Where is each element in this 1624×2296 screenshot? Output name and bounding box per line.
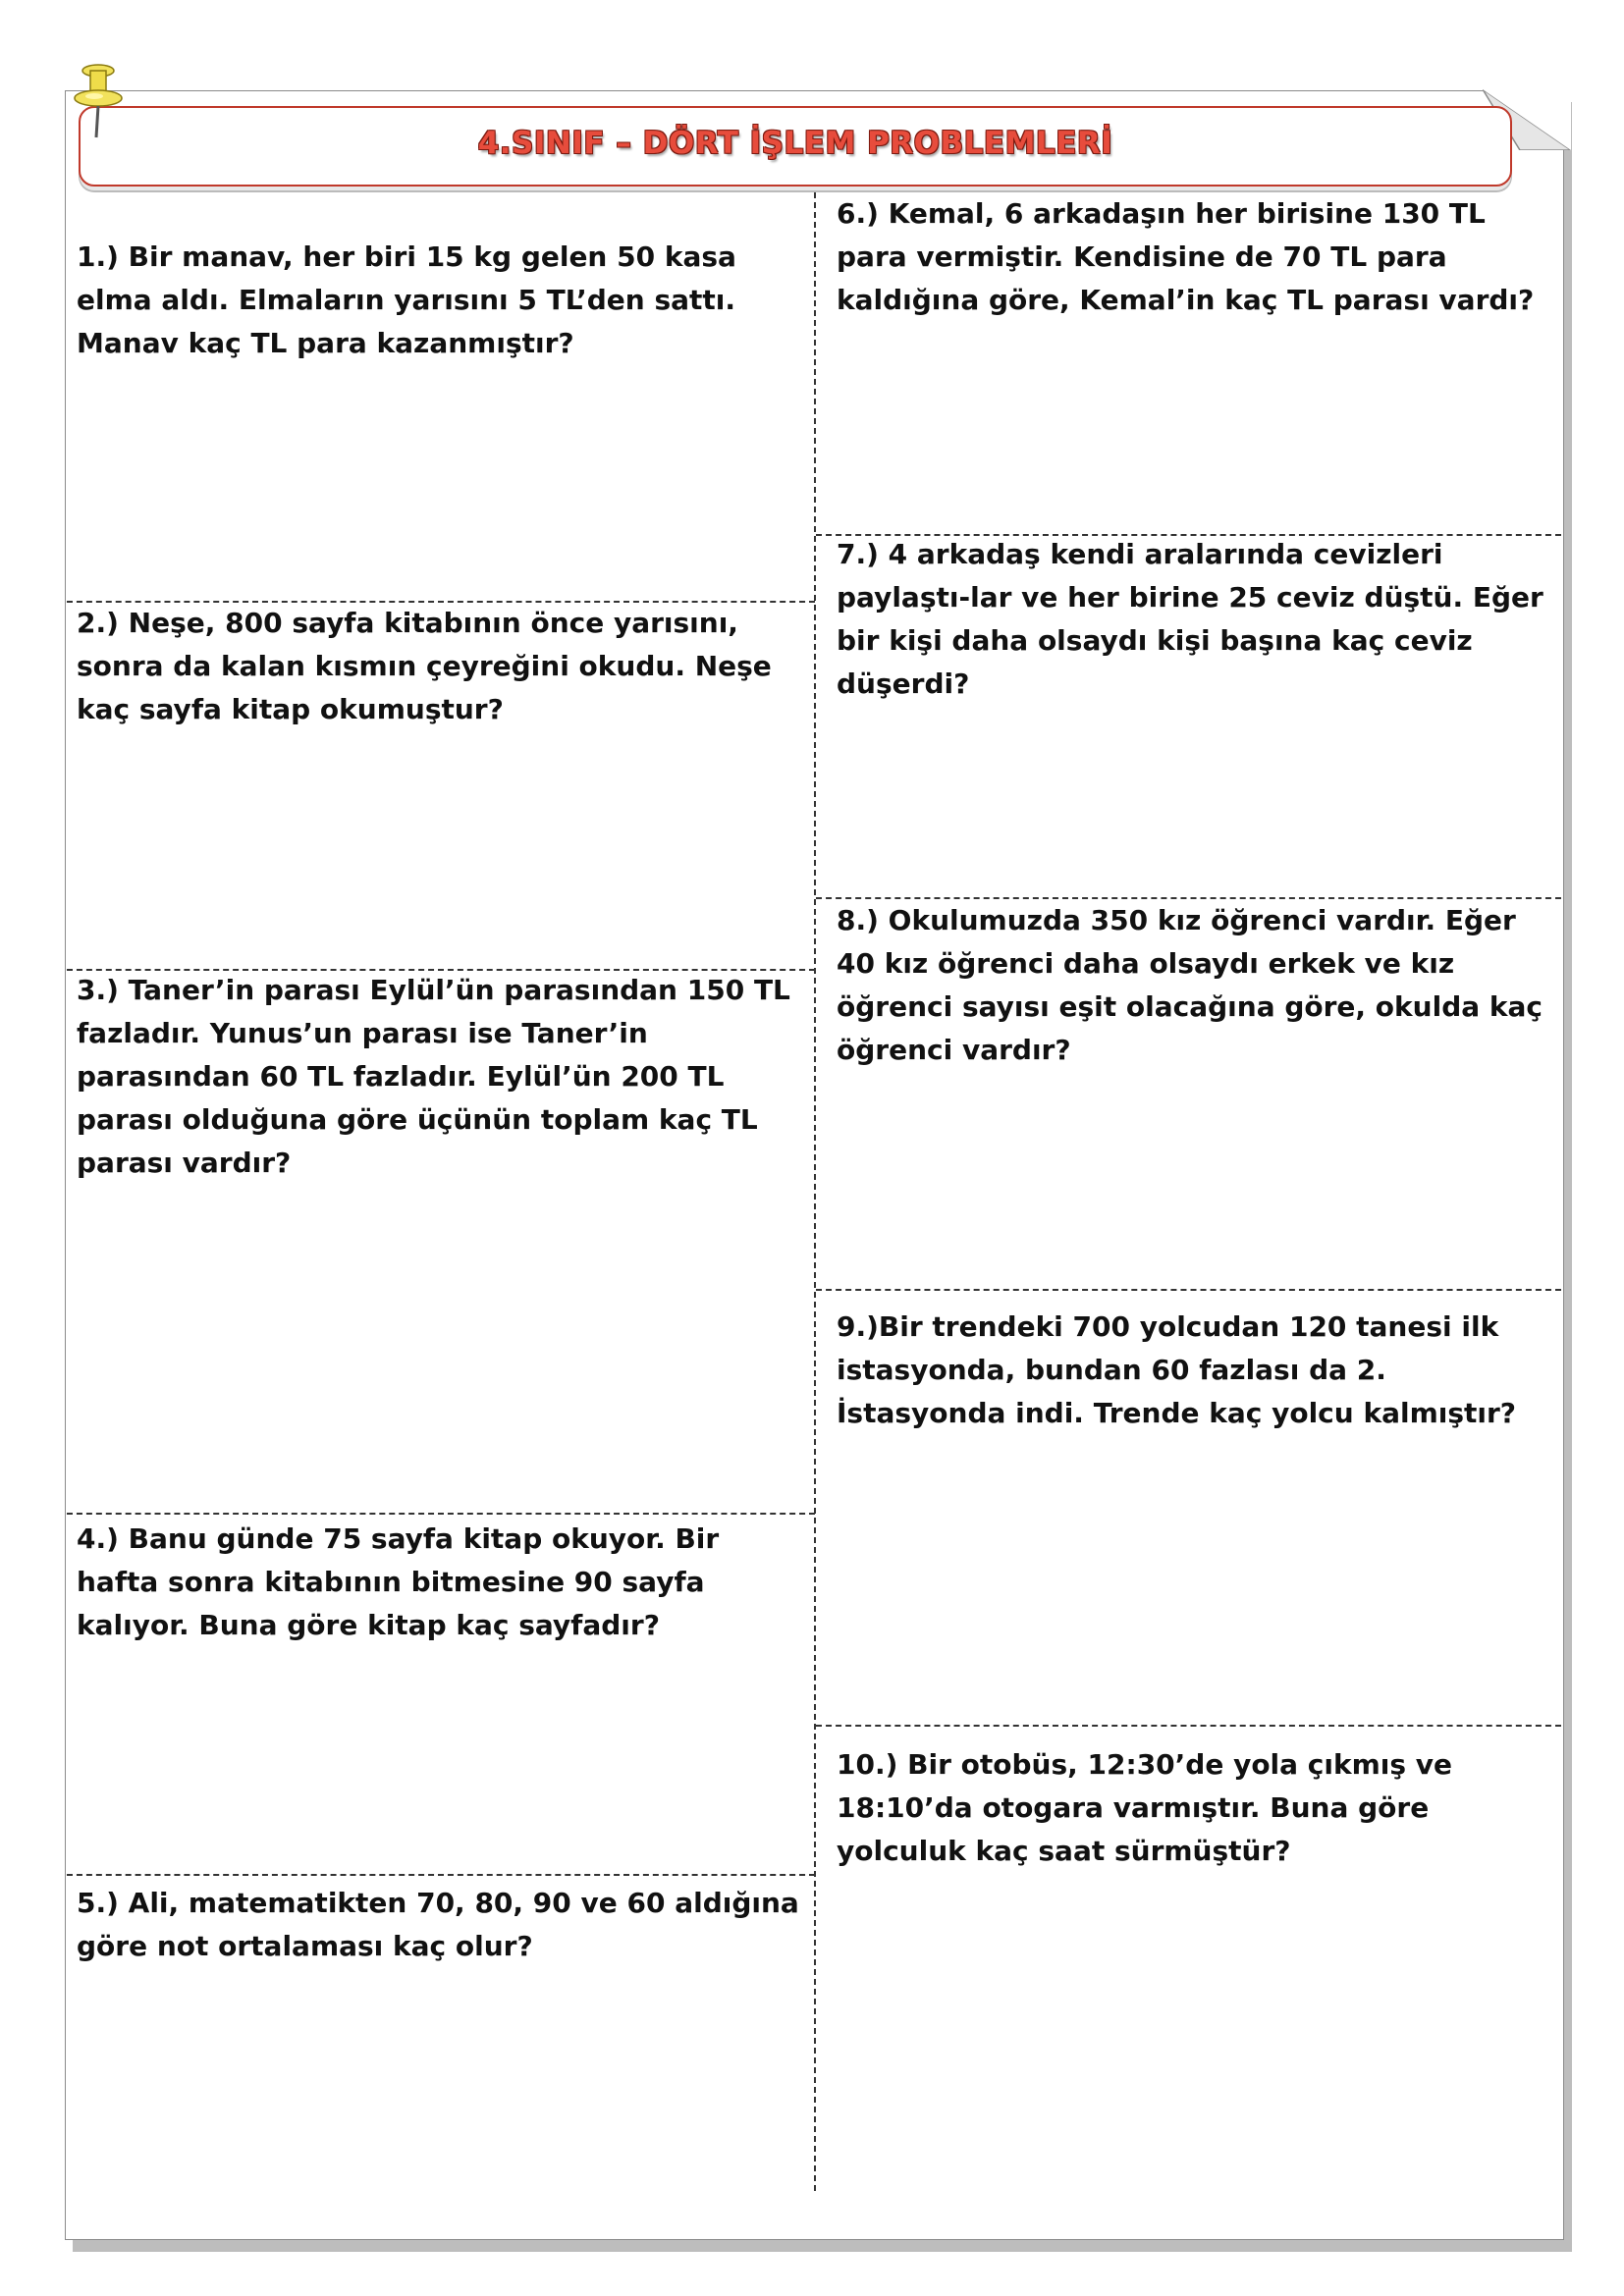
section-divider xyxy=(67,1874,815,1876)
section-divider xyxy=(816,1289,1561,1291)
question-7: 7.) 4 arkadaş kendi aralarında cevizleri paylaştı-lar ve her birine 25 ceviz düştü. Eğer bir kişi daha olsaydı kişi başına kaç ceviz düşerdi? xyxy=(837,538,1543,700)
column-divider xyxy=(814,192,816,2191)
question-3: 3.) Taner’in parası Eylül’ün parasından 150 TL fazladır. Yunus’un parası ise Taner’in parasından 60 TL fazladır. Eylül’ün 200 TL parası olduğuna göre üçünün toplam kaç TL parası vardır? xyxy=(77,974,790,1179)
question-10: 10.) Bir otobüs, 12:30’de yola çıkmış ve 18:10’da otogara varmıştır. Buna göre yolculuk kaç saat sürmüştür? xyxy=(837,1748,1453,1867)
push-pin-icon xyxy=(71,63,126,141)
question-2: 2.) Neşe, 800 sayfa kitabının önce yarısını, sonra da kalan kısmın çeyreğini okudu. Neşe kaç sayfa kitap okumuştur? xyxy=(77,607,772,725)
question-6: 6.) Kemal, 6 arkadaşın her birisine 130 TL para vermiştir. Kendisine de 70 TL para kaldığına göre, Kemal’in kaç TL parası vardı? xyxy=(837,197,1535,316)
question-4: 4.) Banu günde 75 sayfa kitap okuyor. Bir hafta sonra kitabının bitmesine 90 sayfa kalıyor. Buna göre kitap kaç sayfadır? xyxy=(77,1522,720,1641)
page-title: 4.SINIF – DÖRT İŞLEM PROBLEMLERİ xyxy=(477,126,1113,161)
section-divider xyxy=(67,1513,815,1515)
question-9: 9.)Bir trendeki 700 yolcudan 120 tanesi ilk istasyonda, bundan 60 fazlası da 2. İstasyonda indi. Trende kaç yolcu kalmıştır? xyxy=(837,1310,1517,1429)
question-5: 5.) Ali, matematikten 70, 80, 90 ve 60 aldığına göre not ortalaması kaç olur? xyxy=(77,1887,799,1962)
title-banner xyxy=(79,106,1512,187)
question-1: 1.) Bir manav, her biri 15 kg gelen 50 kasa elma aldı. Elmaların yarısını 5 TL’den sattı. Manav kaç TL para kazanmıştır? xyxy=(77,240,736,359)
section-divider xyxy=(816,1725,1561,1727)
question-8: 8.) Okulumuzda 350 kız öğrenci vardır. Eğer 40 kız öğrenci daha olsaydı erkek ve kız öğrenci sayısı eşit olacağına göre, okulda kaç öğrenci vardır? xyxy=(837,904,1543,1066)
